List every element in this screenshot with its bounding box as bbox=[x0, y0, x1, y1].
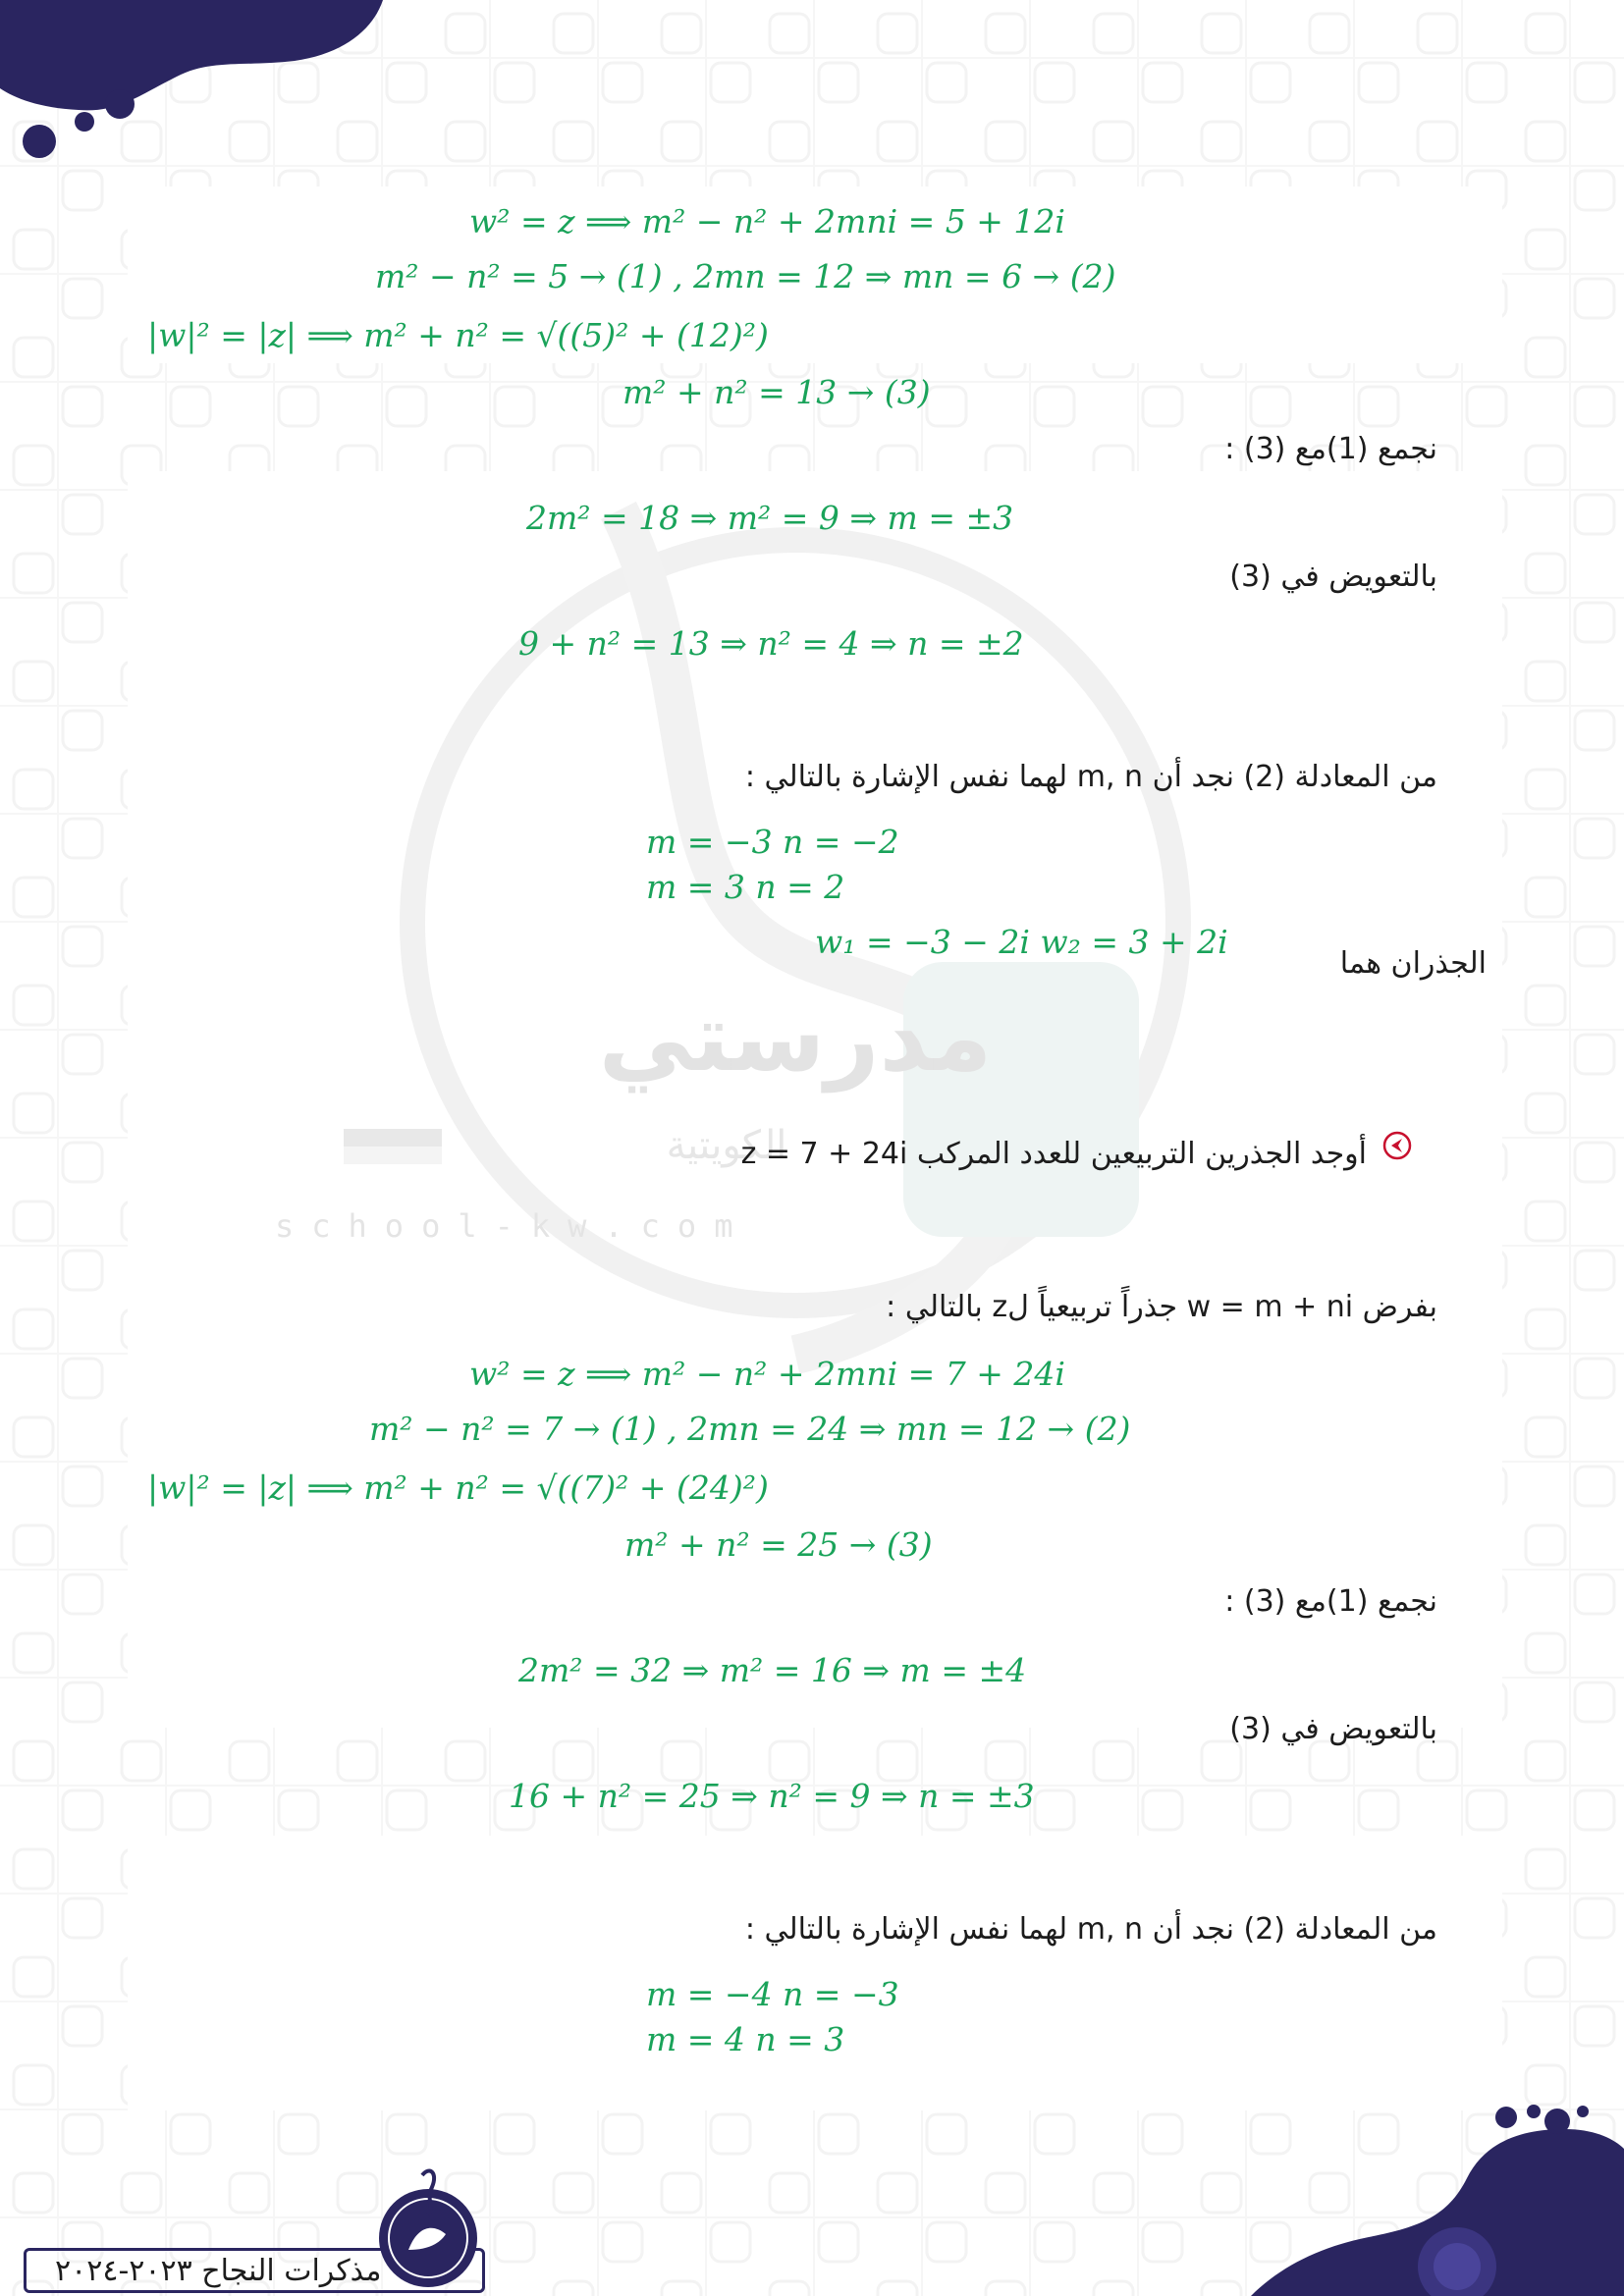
p2-sign-conclusion: من المعادلة (2) نجد أن m, n لهما نفس الإشارة بالتالي : bbox=[744, 1912, 1437, 1947]
watermark-url: school-kw.com bbox=[275, 1207, 751, 1245]
question-bullet-icon bbox=[1382, 1131, 1412, 1160]
p2-assumption: بفرض w = m + ni جذراً تربيعياً لz بالتالي : bbox=[886, 1290, 1437, 1324]
bottom-right-blob-decoration bbox=[1212, 2100, 1624, 2296]
p2-pair-2: m = 4 n = 3 bbox=[646, 2020, 845, 2058]
p1-equation-4: m² + n² = 13 → (3) bbox=[623, 373, 931, 411]
p2-equation-1: w² = z ⟹ m² − n² + 2mni = 7 + 24i bbox=[469, 1355, 1065, 1393]
p1-sign-conclusion: من المعادلة (2) نجد أن m, n لهما نفس الإشارة بالتالي : bbox=[744, 760, 1437, 794]
p1-equation-1: w² = z ⟹ m² − n² + 2mni = 5 + 12i bbox=[469, 202, 1065, 240]
p2-equation-2: m² − n² = 7 → (1) , 2mn = 24 ⇒ mn = 12 → (2) bbox=[369, 1410, 1131, 1448]
p2-equation-3: |w|² = |z| ⟹ m² + n² = √((7)² + (24)²) bbox=[147, 1468, 769, 1507]
p2-substitute-instruction: بالتعويض في (3) bbox=[1229, 1712, 1437, 1746]
p2-add-instruction: نجمع (1)مع (3) : bbox=[1224, 1584, 1437, 1619]
p1-pair-2: m = 3 n = 2 bbox=[646, 868, 845, 906]
p2-equation-4: m² + n² = 25 → (3) bbox=[624, 1525, 933, 1564]
p2-pair-1: m = −4 n = −3 bbox=[646, 1975, 899, 2013]
najah-logo bbox=[365, 2156, 491, 2293]
p1-equation-3: |w|² = |z| ⟹ m² + n² = √((5)² + (12)²) bbox=[147, 316, 769, 354]
watermark-sub: الكويتية bbox=[666, 1123, 787, 1168]
p1-equation-6: 9 + n² = 13 ⇒ n² = 4 ⇒ n = ±2 bbox=[518, 624, 1024, 663]
top-left-blob-decoration bbox=[0, 0, 412, 177]
p1-pair-1: m = −3 n = −2 bbox=[646, 823, 899, 861]
p2-equation-5: 2m² = 32 ⇒ m² = 16 ⇒ m = ±4 bbox=[518, 1651, 1027, 1689]
footer-text: مذكرات النجاح ٢٠٢٣-٢٠٢٤ bbox=[55, 2254, 382, 2288]
p2-equation-6: 16 + n² = 25 ⇒ n² = 9 ⇒ n = ±3 bbox=[509, 1777, 1035, 1815]
p1-equation-2: m² − n² = 5 → (1) , 2mn = 12 ⇒ mn = 6 → (2) bbox=[375, 257, 1116, 295]
p1-roots-label: الجذران هما bbox=[1339, 946, 1487, 981]
p1-add-instruction: نجمع (1)مع (3) : bbox=[1224, 432, 1437, 466]
watermark-brand: مدرستي bbox=[598, 983, 993, 1093]
p1-equation-5: 2m² = 18 ⇒ m² = 9 ⇒ m = ±3 bbox=[526, 499, 1014, 537]
p1-substitute-instruction: بالتعويض في (3) bbox=[1229, 560, 1437, 594]
p1-roots: w₁ = −3 − 2i w₂ = 3 + 2i bbox=[815, 923, 1228, 961]
school-watermark bbox=[275, 373, 1257, 1649]
question-text: أوجد الجذرين التربيعين للعدد المركب z = 7 + 24i bbox=[740, 1137, 1367, 1171]
